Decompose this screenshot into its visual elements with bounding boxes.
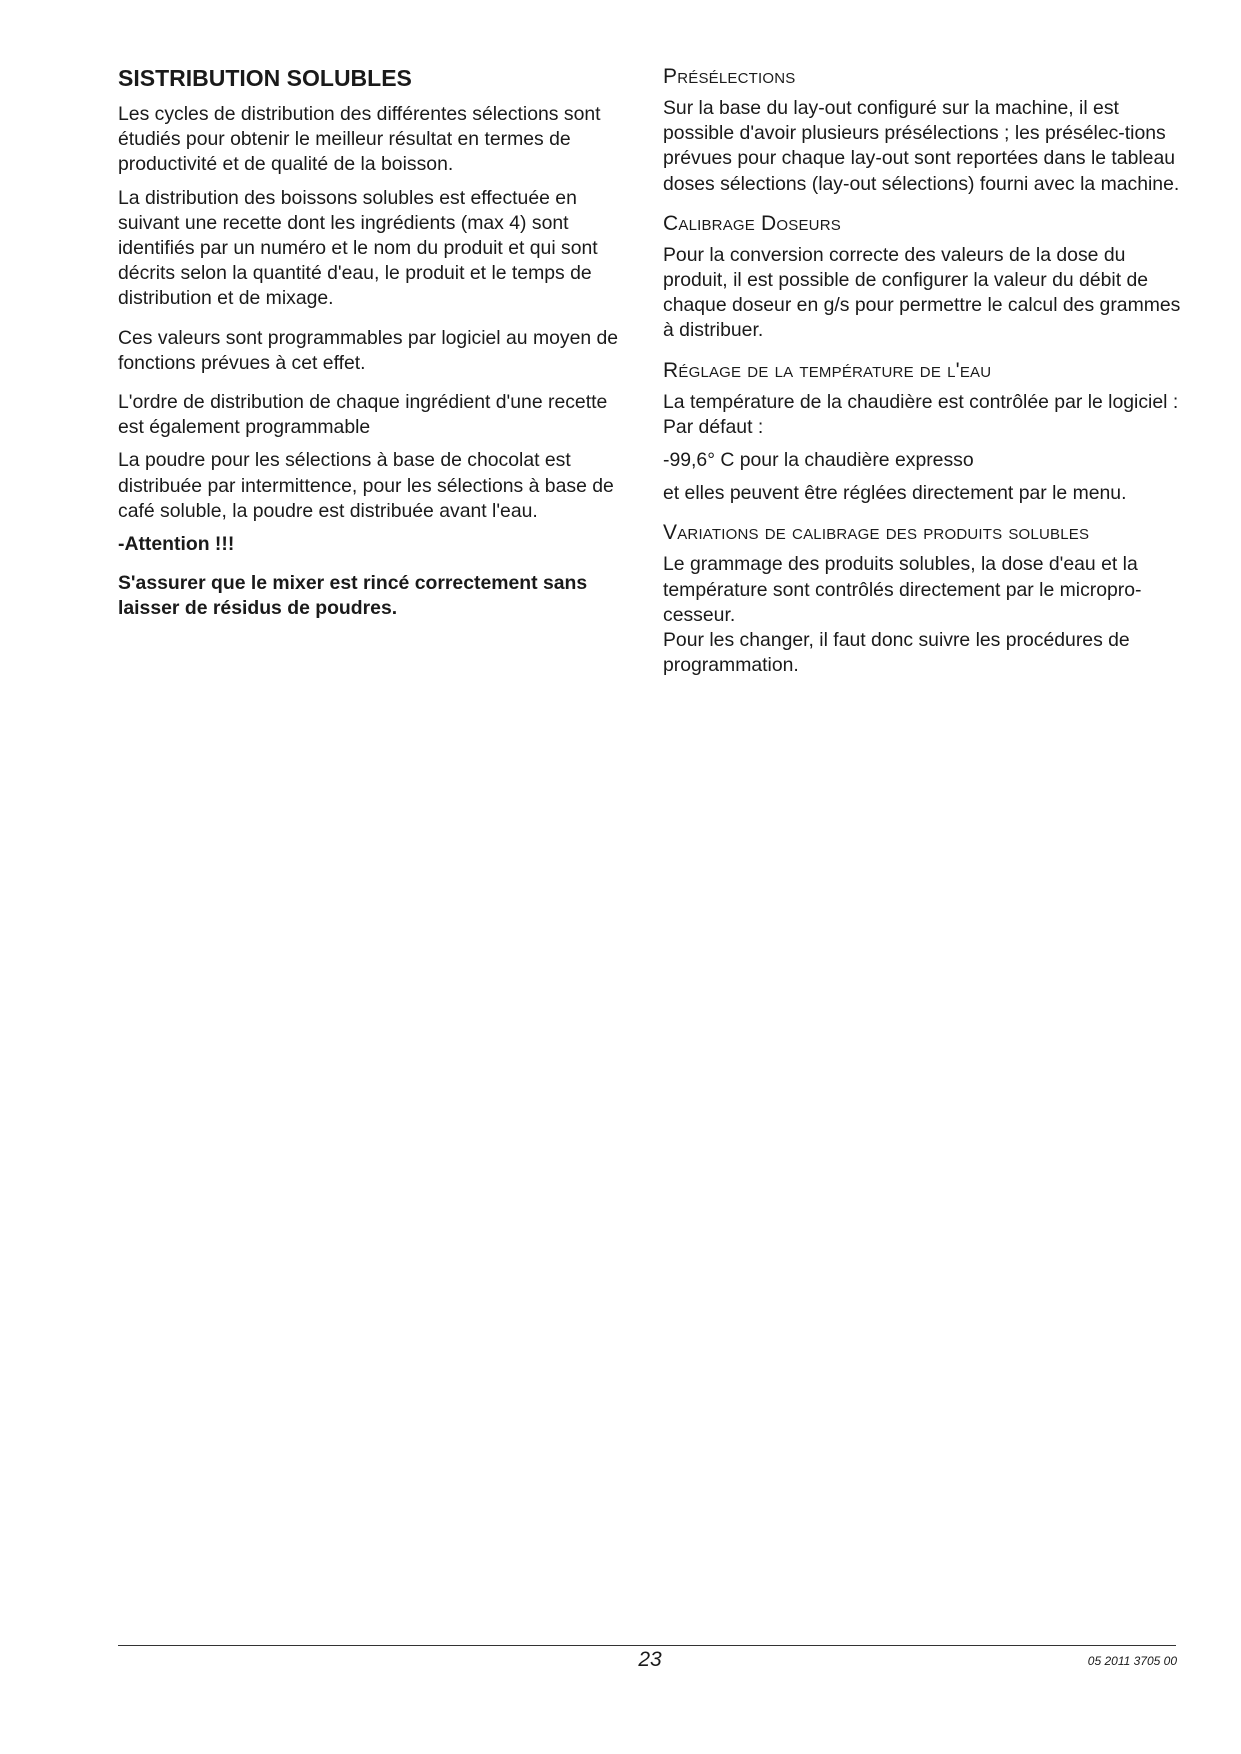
footer-divider	[118, 1645, 1176, 1646]
section-calibrage	[663, 211, 1183, 344]
left-column	[118, 64, 638, 630]
attention-label: -Attention !!!	[118, 533, 235, 556]
preselections-title: Présélections	[663, 65, 796, 88]
reglage-title: Réglage de la température de l'eau	[663, 358, 992, 382]
paragraph-order: L'ordre de distribution de chaque ingrédient d'une recette est également programmable	[118, 391, 608, 439]
main-title: SISTRIBUTION SOLUBLES	[118, 65, 412, 91]
section-variations	[663, 520, 1183, 678]
paragraph-cycles: Les cycles de distribution des différentes sélections sont étudiés pour obtenir le meilleur résultat en termes de productivité et de qualité de la boisson.	[118, 103, 601, 176]
right-column	[663, 64, 1183, 692]
variations-line-2: Pour les changer, il faut donc suivre les procédures de programmation.	[663, 629, 1130, 677]
document-code: 05 2011 3705 00	[1087, 1654, 1177, 1668]
reglage-line-1: La température de la chaudière est contrôlée par le logiciel :	[663, 390, 1179, 413]
reglage-line-3: -99,6° C pour la chaudière expresso	[663, 449, 974, 472]
calibrage-title: Calibrage Doseurs	[663, 211, 841, 235]
section-preselections	[663, 64, 1183, 197]
section-reglage	[663, 358, 1183, 507]
paragraph-powder: La poudre pour les sélections à base de chocolat est distribuée par intermittence, pour les sélections à base de café soluble, la poudre est distribuée avant l'eau.	[118, 449, 614, 522]
warning-text: S'assurer que le mixer est rincé correctement sans laisser de résidus de poudres.	[118, 572, 588, 620]
calibrage-text: Pour la conversion correcte des valeurs de la dose du produit, il est possible de configurer la valeur du débit de chaque doseur en g/s pour permettre le calcul des grammes à distribuer.	[663, 243, 1181, 342]
preselections-text: Sur la base du lay-out configuré sur la machine, il est possible d'avoir plusieurs présélections ; les présélec-tions prévues pour chaque lay-out sont reportées dans le tableau doses sélections (lay-out sélections) fourni avec la machine.	[663, 97, 1180, 195]
paragraph-recipe: La distribution des boissons solubles est effectuée en suivant une recette dont les ingrédients (max 4) sont identifiés par un numéro et le nom du produit et qui sont décrits selon la quantité d'eau, le produit et le temps de distribution et de mixage.	[118, 186, 598, 310]
reglage-line-4: et elles peuvent être réglées directement par le menu.	[663, 482, 1127, 505]
variations-title: Variations de calibrage des produits solubles	[663, 521, 1090, 545]
variations-line-1: Le grammage des produits solubles, la dose d'eau et la température sont contrôlés directement par le micropro-cesseur.	[663, 553, 1142, 626]
reglage-line-2: Par défaut :	[663, 415, 764, 438]
page-number: 23	[638, 1648, 662, 1671]
paragraph-programmable: Ces valeurs sont programmables par logiciel au moyen de fonctions prévues à cet effet.	[118, 326, 619, 374]
